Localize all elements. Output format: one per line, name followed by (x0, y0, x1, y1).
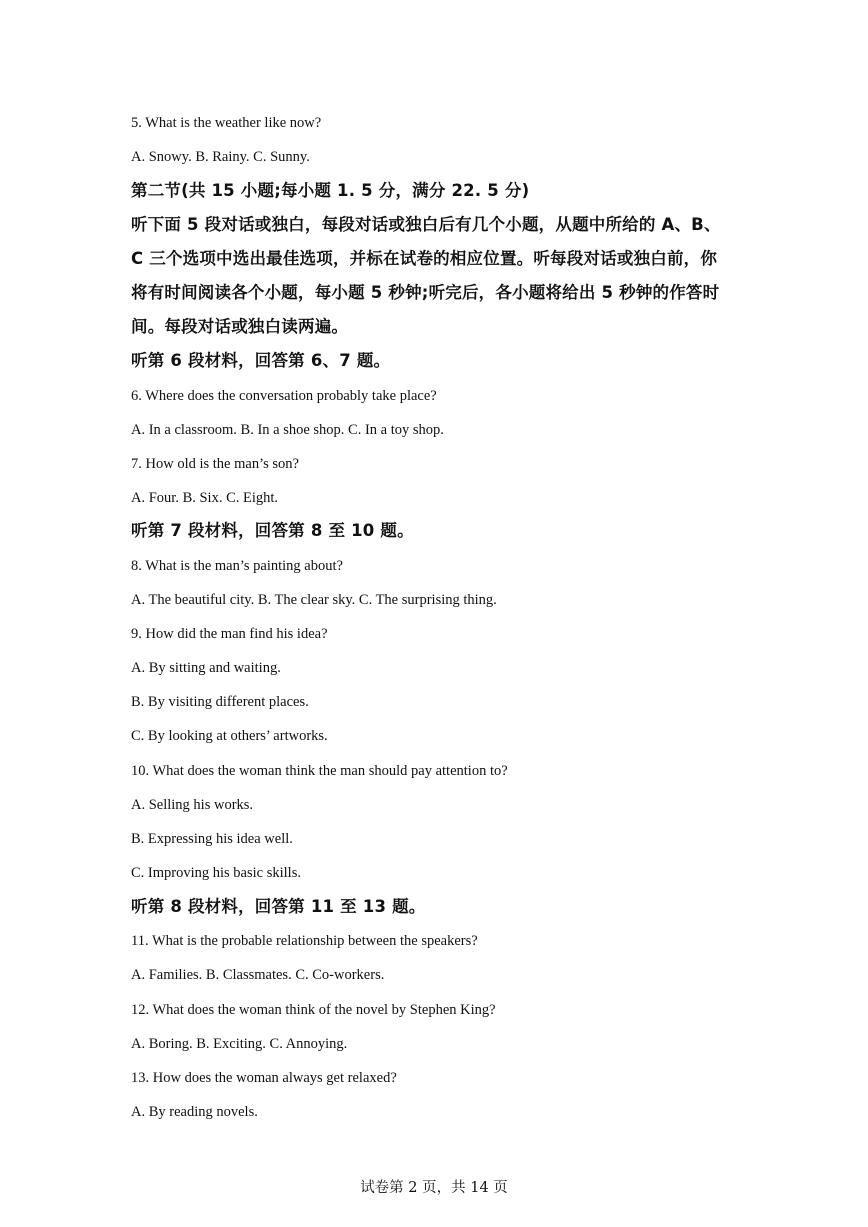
material-7-heading: 听第 7 段材料，回答第 8 至 10 题。 (131, 521, 414, 540)
question-12: 12. What does the woman think of the novel by Stephen King? (131, 1002, 496, 1018)
question-12-options: A. Boring. B. Exciting. C. Annoying. (131, 1036, 348, 1052)
question-5-options: A. Snowy. B. Rainy. C. Sunny. (131, 149, 310, 165)
question-13: 13. How does the woman always get relaxed? (131, 1070, 397, 1086)
question-13-option-a: A. By reading novels. (131, 1104, 258, 1120)
question-6-options: A. In a classroom. B. In a shoe shop. C. In a toy shop. (131, 422, 444, 438)
question-8: 8. What is the man’s painting about? (131, 558, 343, 574)
section-2-heading: 第二节(共 15 小题;每小题 1. 5 分，满分 22. 5 分) (131, 181, 530, 200)
question-10-option-b: B. Expressing his idea well. (131, 831, 293, 847)
question-9-option-a: A. By sitting and waiting. (131, 660, 281, 676)
question-7-options: A. Four. B. Six. C. Eight. (131, 490, 279, 506)
material-6-heading: 听第 6 段材料，回答第 6、7 题。 (131, 351, 391, 370)
question-10-option-a: A. Selling his works. (131, 797, 254, 813)
question-10: 10. What does the woman think the man should pay attention to? (131, 763, 508, 779)
section-2-instructions-line-2: C 三个选项中选出最佳选项，并标在试卷的相应位置。听每段对话或独白前，你 (131, 249, 718, 268)
question-9: 9. How did the man find his idea? (131, 626, 328, 642)
question-10-option-c: C. Improving his basic skills. (131, 865, 301, 881)
section-2-instructions-line-4: 间。每段对话或独白读两遍。 (131, 317, 349, 336)
question-8-options: A. The beautiful city. B. The clear sky. C. The surprising thing. (131, 592, 497, 608)
question-9-option-c: C. By looking at others’ artworks. (131, 728, 328, 744)
question-9-option-b: B. By visiting different places. (131, 694, 309, 710)
material-8-heading: 听第 8 段材料，回答第 11 至 13 题。 (131, 897, 426, 916)
section-2-instructions-line-1: 听下面 5 段对话或独白，每段对话或独白后有几个小题，从题中所给的 A、B、 (131, 215, 721, 234)
question-5: 5. What is the weather like now? (131, 115, 322, 131)
question-7: 7. How old is the man’s son? (131, 456, 299, 472)
question-6: 6. Where does the conversation probably take place? (131, 388, 437, 404)
question-11-options: A. Families. B. Classmates. C. Co-workers. (131, 967, 385, 983)
question-11: 11. What is the probable relationship between the speakers? (131, 933, 478, 949)
section-2-instructions-line-3: 将有时间阅读各个小题，每小题 5 秒钟;听完后，各小题将给出 5 秒钟的作答时 (131, 283, 720, 302)
page-footer: 试卷第 2 页，共 14 页 (360, 1180, 508, 1196)
